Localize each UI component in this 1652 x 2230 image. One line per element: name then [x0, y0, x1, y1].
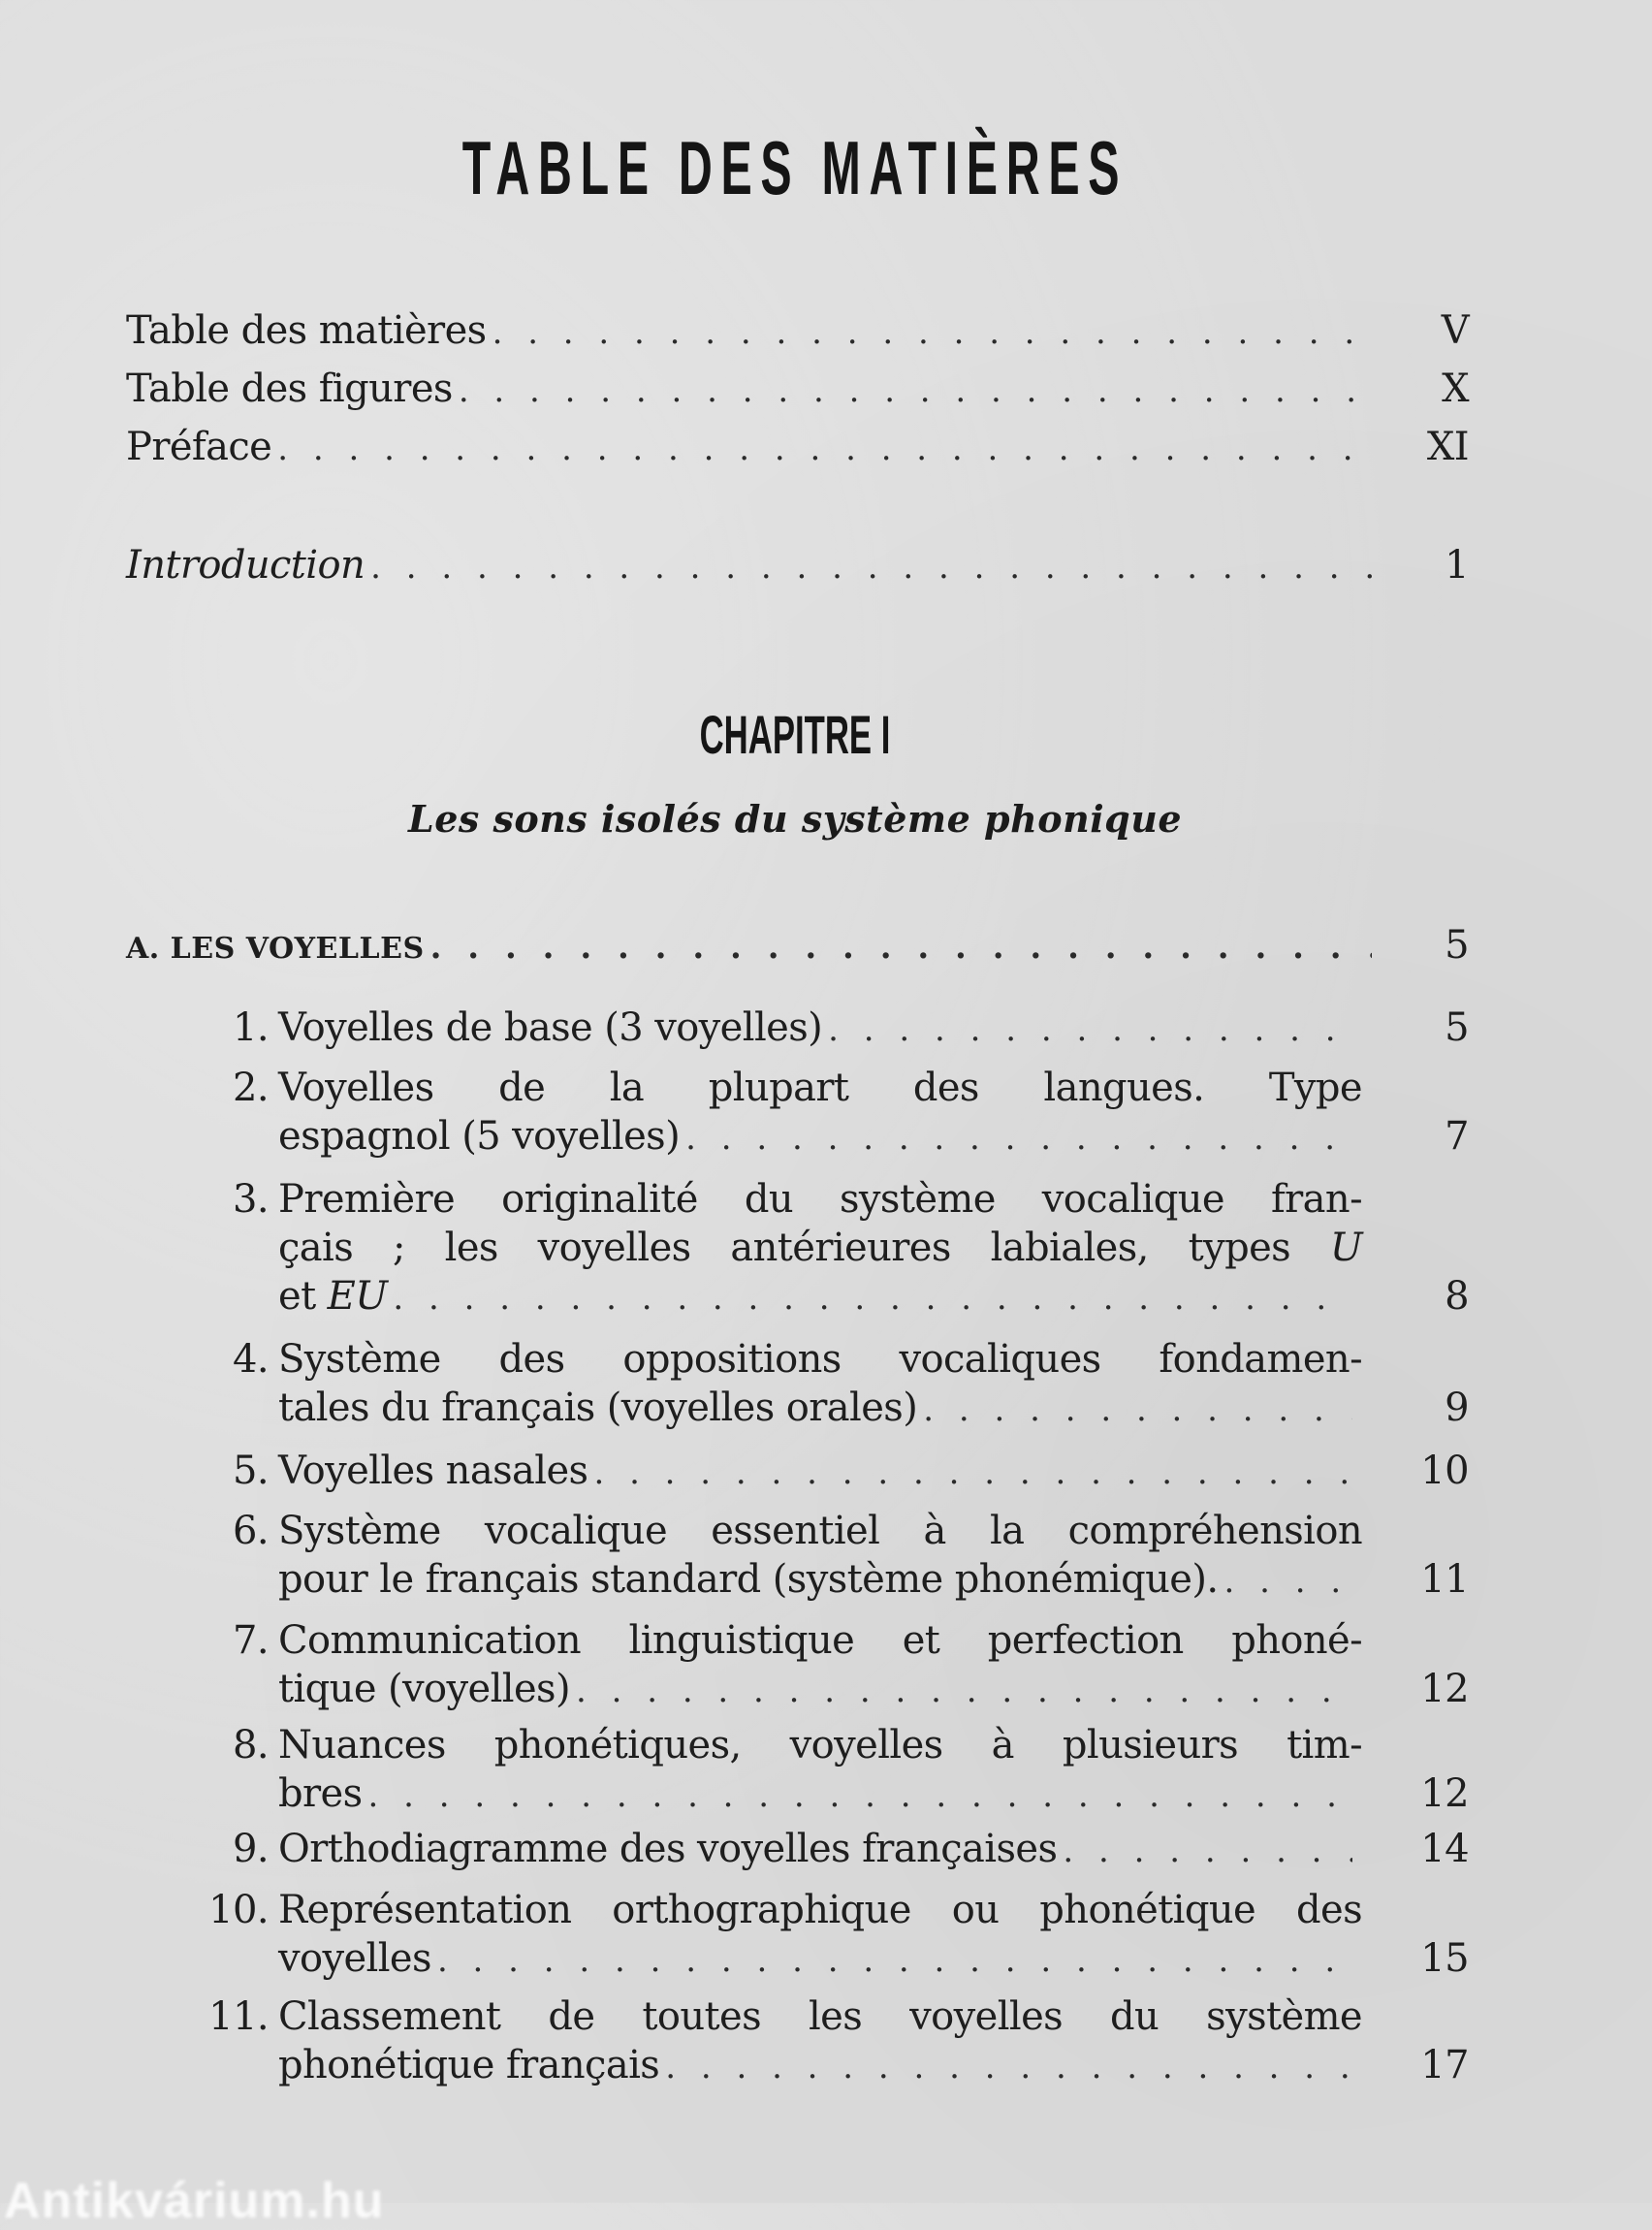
- toc-item-line: [278, 1064, 1362, 1112]
- toc-item-line: [278, 1616, 1362, 1665]
- toc-item-number: 2.: [233, 1066, 269, 1110]
- toc-entry-label: Table des figures: [126, 366, 453, 411]
- toc-item-page: 7: [1445, 1114, 1469, 1159]
- toc-item-line: [278, 1507, 1362, 1555]
- toc-item-page: 14: [1420, 1827, 1469, 1871]
- toc-item-text: Voyelles de base (3 voyelles): [278, 1005, 823, 1050]
- toc-item: [199, 1507, 1469, 1604]
- toc-section-voyelles: [126, 923, 1469, 968]
- toc-item: [199, 1886, 1469, 1983]
- toc-item-text: Représentation orthographique ou phonétique des: [278, 1888, 1362, 1932]
- leader-dots: [492, 313, 1372, 352]
- toc-item-page: 5: [1445, 1005, 1469, 1050]
- toc-entry-introduction: [126, 543, 1469, 588]
- section-page: 5: [1445, 923, 1469, 968]
- toc-item-text: tique (voyelles): [278, 1667, 570, 1711]
- toc-item-line: [278, 1384, 1362, 1432]
- leader-dots: [368, 1771, 1352, 1820]
- leader-dots: [923, 1386, 1352, 1434]
- toc-item-page: 15: [1420, 1936, 1469, 1981]
- toc-item-line: [278, 2041, 1362, 2089]
- toc-item-line: [278, 1224, 1362, 1272]
- leader-dots: [593, 1449, 1352, 1497]
- toc-item-page: 9: [1445, 1386, 1469, 1430]
- leader-dots: [685, 1114, 1352, 1163]
- toc-item-text: çais ; les voyelles antérieures labiales, types U: [278, 1226, 1362, 1270]
- toc-item-line: [278, 1886, 1362, 1934]
- toc-item: [199, 1616, 1469, 1713]
- toc-item-text: Voyelles de la plupart des langues. Type: [278, 1066, 1362, 1110]
- toc-item-text: bres: [278, 1771, 363, 1816]
- leader-dots: [430, 928, 1372, 967]
- leader-dots: [459, 371, 1372, 410]
- toc-entry-label: Préface: [126, 425, 272, 469]
- toc-item: [199, 1064, 1469, 1161]
- toc-item: [199, 1721, 1469, 1818]
- toc-item-text: phonétique français: [278, 2043, 660, 2087]
- section-label: A. LES VOYELLES: [126, 932, 425, 966]
- toc-item-text: Système des oppositions vocaliques fondamen-: [278, 1337, 1362, 1382]
- toc-item-line: [278, 1825, 1362, 1873]
- toc-item-text: Système vocalique essentiel à la compréhension: [278, 1509, 1362, 1553]
- toc-item-page: 17: [1420, 2043, 1469, 2087]
- toc-item-line: [278, 1665, 1362, 1713]
- chapter-heading: CHAPITRE I: [699, 704, 891, 765]
- leader-dots: [576, 1667, 1352, 1715]
- toc-item: [199, 1335, 1469, 1432]
- toc-item-number: 1.: [233, 1005, 269, 1050]
- toc-item-line: [278, 1335, 1362, 1384]
- toc-item: [199, 1004, 1469, 1052]
- toc-item-number: 3.: [233, 1177, 269, 1222]
- toc-item-line: [278, 1721, 1362, 1769]
- toc-entry-table-des-figures: [126, 366, 1469, 411]
- toc-item-number: 4.: [233, 1337, 269, 1382]
- leader-dots: [437, 1936, 1352, 1985]
- toc-item-number: 9.: [233, 1827, 269, 1871]
- toc-entry-page: XI: [1426, 425, 1469, 469]
- toc-item-line: [278, 1175, 1362, 1224]
- chapter-subtitle: Les sons isolés du système phonique: [407, 797, 1183, 841]
- toc-item-line: [278, 1447, 1362, 1495]
- toc-item-text: voyelles: [278, 1936, 431, 1981]
- toc-item-text: pour le français standard (système phonémique).: [278, 1557, 1219, 1602]
- toc-item: [199, 1992, 1469, 2089]
- leader-dots: [665, 2043, 1352, 2091]
- toc-item-text: tales du français (voyelles orales): [278, 1386, 918, 1430]
- toc-item-number: 11.: [208, 1994, 269, 2039]
- leader-dots: [370, 548, 1372, 587]
- toc-item-number: 5.: [233, 1449, 269, 1493]
- toc-item-number: 7.: [233, 1618, 269, 1663]
- toc-item-line: [278, 1992, 1362, 2041]
- toc-item-text: Classement de toutes les voyelles du système: [278, 1994, 1362, 2039]
- leader-dots: [1063, 1827, 1352, 1875]
- watermark: Antikvárium.hu: [4, 2173, 385, 2229]
- toc-item-line: [278, 1112, 1362, 1161]
- toc-item-line: [278, 1004, 1362, 1052]
- toc-item-number: 8.: [233, 1723, 269, 1768]
- toc-entry-page: V: [1441, 308, 1469, 353]
- toc-entry-preface: [126, 425, 1469, 469]
- toc-item-page: 10: [1420, 1449, 1469, 1493]
- toc-item: [199, 1175, 1469, 1321]
- toc-item: [199, 1447, 1469, 1495]
- leader-dots: [1223, 1557, 1352, 1606]
- leader-dots: [393, 1274, 1352, 1322]
- toc-item-number: 10.: [208, 1888, 269, 1932]
- leader-dots: [828, 1005, 1352, 1054]
- toc-item: [199, 1825, 1469, 1873]
- toc-item-line: [278, 1934, 1362, 1983]
- toc-item-line: [278, 1769, 1362, 1818]
- toc-item-page: 11: [1420, 1557, 1469, 1602]
- toc-item-page: 12: [1420, 1771, 1469, 1816]
- toc-entry-label: Introduction: [126, 543, 365, 588]
- toc-item-text: espagnol (5 voyelles): [278, 1114, 681, 1159]
- toc-item-page: 8: [1445, 1274, 1469, 1319]
- page-title: TABLE DES MATIÈRES: [461, 125, 1128, 210]
- toc-entry-page: 1: [1445, 543, 1469, 588]
- leader-dots: [277, 430, 1372, 468]
- toc-item-number: 6.: [233, 1509, 269, 1553]
- toc-item-text: et EU: [278, 1274, 388, 1319]
- toc-item-text: Communication linguistique et perfection phoné-: [278, 1618, 1362, 1663]
- toc-entry-label: Table des matières: [126, 308, 487, 353]
- toc-item-line: [278, 1555, 1362, 1604]
- toc-item-line: [278, 1272, 1362, 1321]
- toc-item-text: Nuances phonétiques, voyelles à plusieurs tim-: [278, 1723, 1362, 1768]
- toc-entry-page: X: [1442, 366, 1469, 411]
- toc-item-page: 12: [1420, 1667, 1469, 1711]
- toc-item-text: Première originalité du système vocalique fran-: [278, 1177, 1362, 1222]
- toc-entry-table-des-matieres: [126, 308, 1469, 353]
- toc-item-text: Voyelles nasales: [278, 1449, 588, 1493]
- toc-item-text: Orthodiagramme des voyelles françaises: [278, 1827, 1058, 1871]
